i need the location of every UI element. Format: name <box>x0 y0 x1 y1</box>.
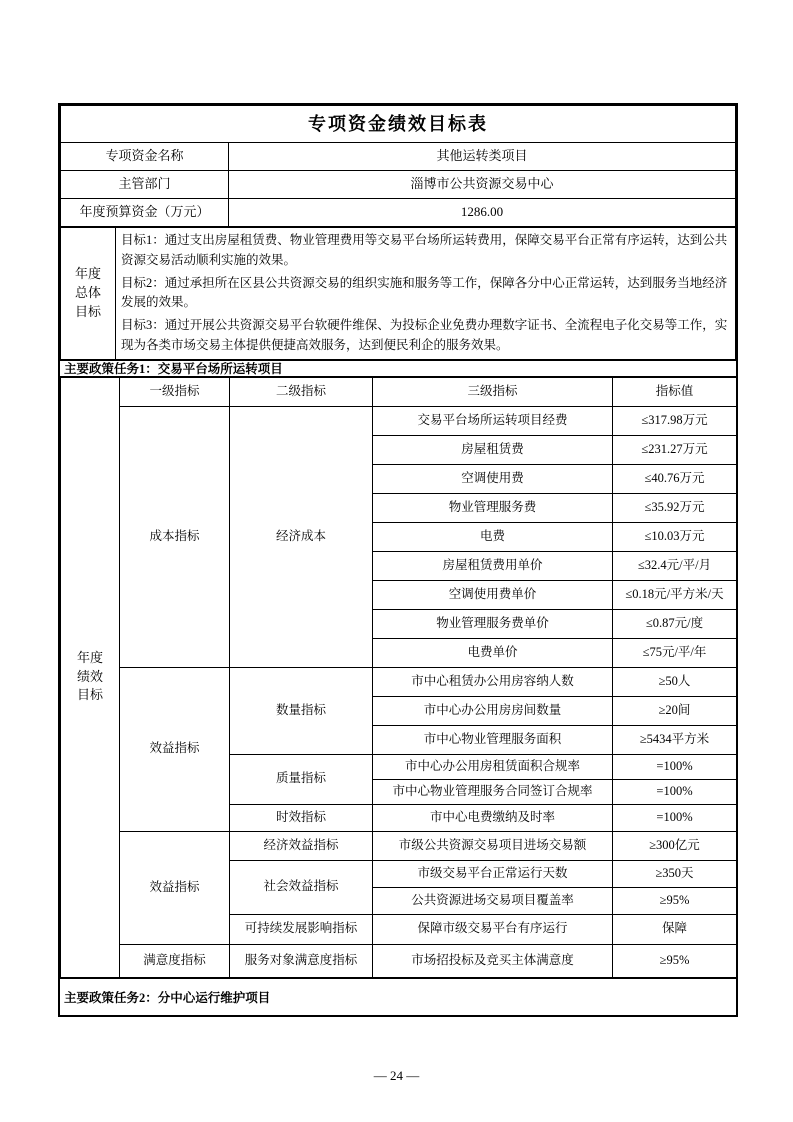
indicator-value: ≤10.03万元 <box>613 522 737 551</box>
l2-quality-indicator: 质量指标 <box>230 754 373 804</box>
indicator-name: 市级公共资源交易项目进场交易额 <box>373 831 613 860</box>
indicator-value: ≥350天 <box>613 860 737 887</box>
annual-goal-text-cell <box>116 228 736 360</box>
page-title: 专项资金绩效目标表 <box>61 106 736 143</box>
goal-2-text: 目标2：通过承担所在区县公共资源交易的组织实施和服务等工作，保障各分中心正常运转，达到服务当地经济发展的效果。 <box>121 275 728 310</box>
budget-label: 年度预算资金（万元） <box>61 199 229 227</box>
indicator-value: ≤35.92万元 <box>613 493 737 522</box>
header-level3: 三级指标 <box>373 377 613 406</box>
department-value: 淄博市公共资源交易中心 <box>229 171 736 199</box>
header-info-table <box>60 105 736 227</box>
indicator-name: 市级交易平台正常运行天数 <box>373 860 613 887</box>
indicator-value: =100% <box>613 754 737 779</box>
annual-goal-side-label-cell <box>61 228 116 360</box>
fund-name-value: 其他运转类项目 <box>229 143 736 171</box>
indicator-name: 市中心物业管理服务合同签订合规率 <box>373 779 613 804</box>
indicator-name: 电费单价 <box>373 638 613 667</box>
goal-3-text: 目标3：通过开展公共资源交易平台软硬件维保、为投标企业免费办理数字证书、全流程电子化交易等工作，实现为各类市场交易主体提供便捷高效服务，达到便民利企的服务效果。 <box>121 318 728 352</box>
page-number: — 24 — <box>373 1068 420 1083</box>
indicator-value: ≥95% <box>613 944 737 977</box>
l1-benefit-indicator-1: 效益指标 <box>120 667 230 831</box>
annual-goal-table <box>60 227 736 360</box>
indicator-value: ≤32.4元/平/月 <box>613 551 737 580</box>
indicator-value: =100% <box>613 779 737 804</box>
indicator-value: ≥300亿元 <box>613 831 737 860</box>
indicator-name: 物业管理服务费 <box>373 493 613 522</box>
indicator-value: ≥50人 <box>613 667 737 696</box>
l2-social-benefit-indicator: 社会效益指标 <box>230 860 373 914</box>
indicator-value: ≥95% <box>613 887 737 914</box>
indicator-name: 房屋租赁费 <box>373 435 613 464</box>
indicator-value: ≤40.76万元 <box>613 464 737 493</box>
budget-value: 1286.00 <box>229 199 736 227</box>
indicator-name: 市中心租赁办公用房容纳人数 <box>373 667 613 696</box>
header-level1: 一级指标 <box>120 377 230 406</box>
indicator-name: 市中心办公用房租赁面积合规率 <box>373 754 613 779</box>
indicator-name: 电费 <box>373 522 613 551</box>
indicator-value: ≤317.98万元 <box>613 406 737 435</box>
annual-goal-side-label: 年度总体目标 <box>74 265 101 319</box>
goal-1-text: 目标1：通过支出房屋租赁费、物业管理费用等交易平台场所运转费用，保障交易平台正常有序运转，达到公共资源交易活动顺利实施的效果。 <box>121 233 728 267</box>
fund-name-label: 专项资金名称 <box>61 143 229 171</box>
indicator-name: 空调使用费单价 <box>373 580 613 609</box>
header-level2: 二级指标 <box>230 377 373 406</box>
indicator-value: 保障 <box>613 914 737 944</box>
indicator-value: ≥20间 <box>613 696 737 725</box>
indicator-value: ≤0.87元/度 <box>613 609 737 638</box>
indicator-name: 市场招投标及竞买主体满意度 <box>373 944 613 977</box>
indicator-name: 公共资源进场交易项目覆盖率 <box>373 887 613 914</box>
indicator-name: 物业管理服务费单价 <box>373 609 613 638</box>
policy-task-1-row: 主要政策任务1：交易平台场所运转项目 <box>60 360 736 377</box>
indicator-name: 保障市级交易平台有序运行 <box>373 914 613 944</box>
indicator-name: 市中心办公用房房间数量 <box>373 696 613 725</box>
indicator-name: 交易平台场所运转项目经费 <box>373 406 613 435</box>
indicator-name: 市中心电费缴纳及时率 <box>373 804 613 831</box>
department-label: 主管部门 <box>61 171 229 199</box>
policy-task-2-row: 主要政策任务2：分中心运行维护项目 <box>60 978 736 1015</box>
performance-side-label-cell <box>61 377 120 977</box>
performance-indicator-table <box>60 377 737 978</box>
indicator-name: 空调使用费 <box>373 464 613 493</box>
indicator-value: ≥5434平方米 <box>613 725 737 754</box>
l2-quantity-indicator: 数量指标 <box>230 667 373 754</box>
indicator-value: =100% <box>613 804 737 831</box>
header-value: 指标值 <box>613 377 737 406</box>
indicator-name: 市中心物业管理服务面积 <box>373 725 613 754</box>
l1-benefit-indicator-2: 效益指标 <box>120 831 230 944</box>
indicator-value: ≤0.18元/平方米/天 <box>613 580 737 609</box>
performance-side-label: 年度绩效目标 <box>76 649 103 703</box>
l2-timeliness-indicator: 时效指标 <box>230 804 373 831</box>
l2-economic-cost: 经济成本 <box>230 406 373 667</box>
l2-sustainable-development-indicator: 可持续发展影响指标 <box>230 914 373 944</box>
indicator-value: ≤231.27万元 <box>613 435 737 464</box>
l1-satisfaction-indicator: 满意度指标 <box>120 944 230 977</box>
special-fund-performance-table <box>58 103 738 1017</box>
indicator-value: ≤75元/平/年 <box>613 638 737 667</box>
l1-cost-indicator: 成本指标 <box>120 406 230 667</box>
l2-service-target-satisfaction: 服务对象满意度指标 <box>230 944 373 977</box>
l2-economic-benefit-indicator: 经济效益指标 <box>230 831 373 860</box>
indicator-name: 房屋租赁费用单价 <box>373 551 613 580</box>
